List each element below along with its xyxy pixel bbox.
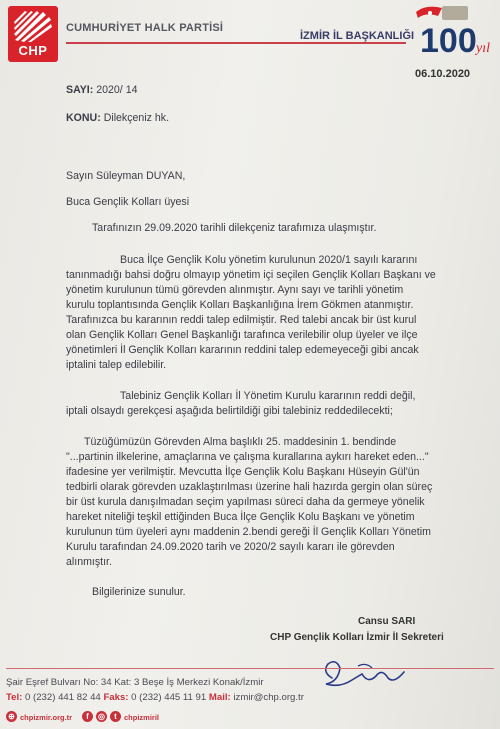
body-line: Tüzüğümüzün Görevden Alma başlıklı 25. maddesinin 1. bendinde <box>84 436 397 448</box>
body-line: olan Gençlik Kolları Genel Başkanlığı tarafınca verilebilir olup üyeler ve ilçe <box>66 329 418 341</box>
body-line: iptali olsaydı gerekçesi aşağıda belirtildiği gibi talebiniz reddedilecekti; <box>66 405 393 417</box>
portrait-icon <box>442 6 468 20</box>
recipient-name: Sayın Süleyman DUYAN, <box>66 170 186 182</box>
body-line: kurulu toplantısında Gençlik Kolları Başkanlığına İrem Gökmen atanmıştır. <box>66 299 414 311</box>
recipient-role: Buca Gençlik Kolları üyesi <box>66 196 190 208</box>
header-rule <box>66 42 406 44</box>
body-line: yönetimleri İl Gençlik Kolları kararının reddini talep edemeyeceği gibi ancak <box>66 344 419 356</box>
body-line: yönetim kurulunun tümü görevden alınmıştır. Aynı sayı ve tarihli yönetim <box>66 284 404 296</box>
globe-icon: ⊕ <box>6 711 17 722</box>
anniversary-word: yıl <box>476 41 490 56</box>
footer-address: Şair Eşref Bulvarı No: 34 Kat: 3 Beşe İş Merkezi Konak/İzmir <box>6 677 264 688</box>
body-line: Tarafınızın 29.09.2020 tarihli dilekçeniz tarafımıza ulaşmıştır. <box>92 222 377 234</box>
office-name: İZMİR İL BAŞKANLIĞI <box>300 30 415 42</box>
body-line: tanınmadığı bahsi doğru olmayıp yönetim içi seçilen Gençlik Kolları Başkanı ve <box>66 269 436 281</box>
body-line: hareket niteliği teşkil ettiğinden Buca İlçe Gençlik Kolu Başkanı ve yönetim <box>66 511 415 523</box>
mail-value[interactable]: izmir@chp.org.tr <box>233 692 304 703</box>
body-line: Talebiniz Gençlik Kolları İl Yönetim Kurulu kararının reddi değil, <box>120 390 416 402</box>
signatory-name: Cansu SARI <box>358 616 416 627</box>
body-line: kurulunun tüm üyeleri aynı maddenin 2.bendi gereği İl Gençlik Kolları Yönetim <box>66 526 431 538</box>
footer-contact <box>6 692 304 703</box>
body-line: tedbirli olarak görevden uzaklaştırılması üzerine hali hazırda gergin olan süreç <box>66 481 433 493</box>
body-line: iptalini talep edilebilir. <box>66 359 167 371</box>
body-line: alınmıştır. <box>66 556 112 568</box>
facebook-icon[interactable]: f <box>82 711 93 722</box>
chp-logo <box>8 6 58 62</box>
tel-value: 0 (232) 441 82 44 <box>25 692 101 703</box>
six-arrows-icon <box>13 10 53 42</box>
tel-label: Tel: <box>6 692 23 703</box>
party-name: CUMHURİYET HALK PARTİSİ <box>66 22 224 34</box>
sayi-value: 2020/ 14 <box>96 84 138 96</box>
konu-line <box>66 112 169 125</box>
website-link[interactable]: chpizmir.org.tr <box>20 713 73 722</box>
anniversary-100-logo <box>412 2 498 62</box>
konu-value: Dilekçeniz hk. <box>103 112 170 124</box>
logo-text: CHP <box>18 43 48 58</box>
closing-line: Bilgilerinize sunulur. <box>92 586 186 598</box>
instagram-icon[interactable]: ◎ <box>96 711 107 722</box>
letter-date: 06.10.2020 <box>415 68 471 80</box>
body-line: bir üst kurula danışılmadan seçim yapılması süreci daha da germeye yönelik <box>66 496 425 508</box>
signatory-title: CHP Gençlik Kolları İzmir İl Sekreteri <box>270 632 444 643</box>
footer-rule <box>6 668 494 669</box>
body-line: ifadesine yer verilmiştir. Mevcutta İlçe Gençlik Kolu Başkanı Hüseyin Gül'ün <box>66 466 420 478</box>
handwritten-signature <box>318 654 408 690</box>
social-handle[interactable]: chpizmiril <box>124 713 160 722</box>
twitter-icon[interactable]: t <box>110 711 121 722</box>
konu-label: KONU: <box>66 112 101 124</box>
mail-label: Mail: <box>208 692 231 703</box>
sayi-label: SAYI: <box>66 84 94 96</box>
body-line: "...partinin ilkelerine, amaçlarına ve çalışma kurallarına aykırı hareket eden..." <box>66 451 429 463</box>
body-line: Tarafınızca bu kararının reddi talep edilmiştir. Red talebi ancak bir üst kurul <box>66 314 417 326</box>
sayi-line <box>66 84 137 97</box>
faks-value: 0 (232) 445 11 91 <box>131 692 207 703</box>
body-line: Buca İlçe Gençlik Kolu yönetim kurulunun 2020/1 sayılı kararını <box>120 254 418 266</box>
body-line: Kurulu tarafından 24.09.2020 tarih ve 2020/2 sayılı kararı ile görevden <box>66 541 395 553</box>
faks-label: Faks: <box>103 692 129 703</box>
anniversary-number: 100 <box>420 22 477 60</box>
